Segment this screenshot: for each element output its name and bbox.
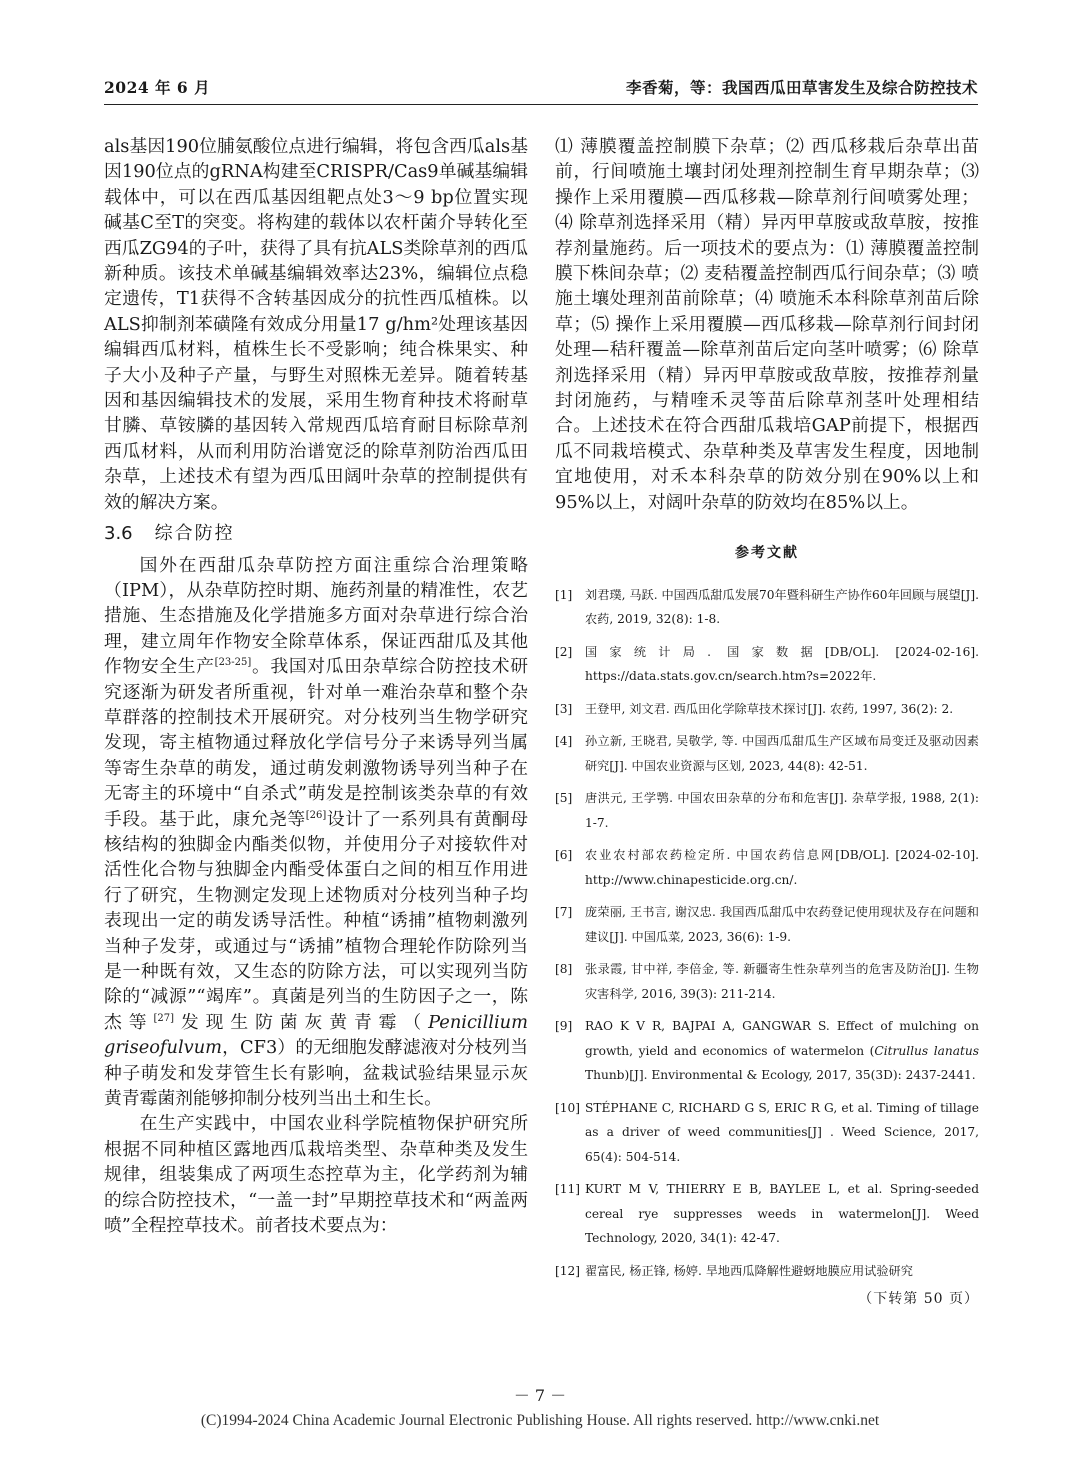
reference-text: 孙立新, 王晓君, 吴敬学, 等. 中国西瓜甜瓜生产区域布局变迁及驱动因素研究[J]. 中国农业资源与区划, 2023, 44(8): 42-51. bbox=[585, 734, 979, 773]
citation: [23-25] bbox=[214, 657, 252, 669]
reference-text: 庞荣丽, 王书言, 谢汉忠. 我国西瓜甜瓜中农药登记使用现状及存在问题和建议[J]. 中国瓜菜, 2023, 36(6): 1-9. bbox=[585, 905, 979, 944]
paragraph-production-practice: 在生产实践中，中国农业科学院植物保护研究所根据不同种植区露地西瓜栽培类型、杂草种类及发生规律，组装集成了两项生态控草为主，化学药剂为辅的综合防控技术，“一盖一封”早期控草技术和“两盖两喷”全程控草技术。前者技术要点为： bbox=[104, 1113, 528, 1237]
reference-item bbox=[555, 697, 979, 722]
left-column bbox=[104, 134, 528, 1238]
latin-name: Citrullus lanatus bbox=[874, 1043, 979, 1058]
text-run: 设计了一系列具有黄酮母核结构的独脚金内酯类似物，并使用分子对接软件对活性化合物与独脚金内酯受体蛋白之间的相互作用进行了研究，生物测定发现上述物质对分枝列当种子均表现出一定的萌发诱导活性。种植“诱捕”植物刺激列当种子发芽，或通过与“诱捕”植物合理轮作防除列当是一种既有效，又生态的防除方法，可以实现列当防除的“减源”“竭库”。真菌是列当的生防因子之一，陈杰等 bbox=[104, 808, 528, 1033]
reference-text bbox=[585, 1014, 979, 1088]
issue-date: 2024 年 6 月 bbox=[104, 78, 211, 97]
reference-number: [5] bbox=[555, 791, 573, 805]
article-running-title: 李香菊，等：我国西瓜田草害发生及综合防控技术 bbox=[625, 78, 978, 97]
latin-name: Penicillium griseofulvum bbox=[104, 1011, 528, 1059]
header-divider bbox=[104, 104, 978, 105]
reference-text: 国家统计局. 国家数据[DB/OL]. [2024-02-16]. https://data.stats.gov.cn/search.htm?s=2022年. bbox=[585, 644, 979, 683]
reference-list bbox=[555, 583, 979, 1284]
text-run: 。我国对瓜田杂草综合防控技术研究逐渐为研发者所重视，针对单一难治杂草和整个杂草群落的控制技术开展研究。对分枝列当生物学研究发现，寄主植物通过释放化学信号分子来诱导列当属等寄生杂草的萌发，通过萌发刺激物诱导列当种子在无寄主的环境中“自杀式”萌发是控制该类杂草的有效手段。基于此，康允尧等 bbox=[104, 656, 528, 830]
section-heading bbox=[104, 521, 528, 546]
citation: [27] bbox=[153, 1012, 174, 1024]
reference-number: [12] bbox=[555, 1263, 581, 1278]
reference-item bbox=[555, 1177, 979, 1251]
reference-item bbox=[555, 1259, 979, 1284]
copyright-notice: (C)1994-2024 China Academic Journal Electronic Publishing House. All rights reserved. http://www.cnki.net bbox=[200, 1412, 880, 1429]
reference-text: KURT M V, THIERRY E B, BAYLEE L, et al. Spring-seeded cereal rye suppresses weeds in watermelon[J]. Weed Technology, 2020, 34(1): 42-47. bbox=[585, 1182, 979, 1245]
reference-item bbox=[555, 1096, 979, 1170]
paragraph-gene-editing: als基因190位脯氨酸位点进行编辑，将包含西瓜als基因190位点的gRNA构建至CRISPR/Cas9单碱基编辑载体中，可以在西瓜基因组靶点处3～9 bp位置实现碱基C至T的突变。将构建的载体以农杆菌介导转化至西瓜ZG94的子叶，获得了具有抗ALS类除草剂的西瓜新种质。该技术单碱基编辑效率达23%，编辑位点稳定遗传，T1获得不含转基因成分的抗性西瓜植株。以ALS抑制剂苯磺隆有效成分用量17 g/hm²处理该基因编辑西瓜材料，植株生长不受影响；纯合株果实、种子大小及种子产量，与野生对照株无差异。随着转基因和基因编辑技术的发展，采用生物育种技术将耐草甘膦、草铵膦的基因转入常规西瓜培育耐目标除草剂西瓜材料，从而利用防治谱宽泛的除草剂防治西瓜田杂草，上述技术有望为西瓜田阔叶杂草的控制提供有效的解决方案。 bbox=[104, 136, 528, 513]
reference-number: [9] bbox=[555, 1019, 573, 1033]
reference-item bbox=[555, 1014, 979, 1088]
text-run: RAO K V R, BAJPAI A, GANGWAR S. Effect of mulching on growth, yield and economics of watermelon ( bbox=[585, 1019, 979, 1058]
paragraph-technique-points: ⑴ 薄膜覆盖控制膜下杂草；⑵ 西瓜移栽后杂草出苗前，行间喷施土壤封闭处理剂控制生育早期杂草；⑶ 操作上采用覆膜—西瓜移栽—除草剂行间喷雾处理；⑷ 除草剂选择采用（精）异丙甲草胺或敌草胺，按推荐剂量施药。后一项技术的要点为：⑴ 薄膜覆盖控制膜下株间杂草；⑵ 麦秸覆盖控制西瓜行间杂草；⑶ 喷施土壤处理剂苗前除草；⑷ 喷施禾本科除草剂苗后除草；⑸ 操作上采用覆膜—西瓜移栽—除草剂行间封闭处理—秸秆覆盖—除草剂苗后定向茎叶喷雾；⑹ 除草剂选择采用（精）异丙甲草胺或敌草胺，按推荐剂量封闭施药，与精喹禾灵等苗后除草剂茎叶处理相结合。上述技术在符合西甜瓜栽培GAP前提下，根据西瓜不同栽培模式、杂草种类及草害发生程度，因地制宜地使用，对禾本科杂草的防效分别在90%以上和95%以上，对阔叶杂草的防效均在85%以上。 bbox=[555, 136, 979, 513]
reference-item bbox=[555, 583, 979, 632]
reference-text: 翟富民, 杨正锋, 杨婷. 旱地西瓜降解性避蚜地膜应用试验研究 bbox=[585, 1263, 913, 1278]
section-number: 3.6 bbox=[104, 523, 133, 545]
reference-number: [4] bbox=[555, 734, 573, 748]
reference-text: 张录霞, 甘中祥, 李倍金, 等. 新疆寄生性杂草列当的危害及防治[J]. 生物灾害科学, 2016, 39(3): 211-214. bbox=[585, 962, 979, 1001]
right-column bbox=[555, 134, 979, 1312]
text-run: ，CF3）的无细胞发酵滤液对分枝列当种子萌发和发芽管生长有影响，盆栽试验结果显示灰黄青霉菌剂能够抑制分枝列当出土和生长。 bbox=[104, 1037, 528, 1110]
reference-number: [10] bbox=[555, 1100, 581, 1115]
reference-number: [6] bbox=[555, 848, 573, 862]
reference-number: [1] bbox=[555, 587, 573, 602]
reference-number: [3] bbox=[555, 701, 573, 716]
reference-item bbox=[555, 786, 979, 835]
reference-number: [11] bbox=[555, 1182, 581, 1196]
reference-text: 农业农村部农药检定所. 中国农药信息网[DB/OL]. [2024-02-10]. http://www.chinapesticide.org.cn/. bbox=[585, 848, 979, 887]
reference-text: 唐洪元, 王学鹗. 中国农田杂草的分布和危害[J]. 杂草学报, 1988, 2(1): 1-7. bbox=[585, 791, 979, 830]
text-run: Thunb)[J]. Environmental & Ecology, 2017, 35(3D): 2437-2441. bbox=[585, 1068, 976, 1082]
text-run: 发现生防菌灰黄青霉（ bbox=[173, 1011, 429, 1033]
page-number: － 7 － bbox=[513, 1386, 567, 1405]
reference-number: [8] bbox=[555, 962, 573, 976]
reference-number: [2] bbox=[555, 644, 573, 659]
citation: [26] bbox=[305, 809, 327, 821]
reference-text: 刘君璞, 马跃. 中国西瓜甜瓜发展70年暨科研生产协作60年回顾与展望[J]. 农药, 2019, 32(8): 1-8. bbox=[585, 587, 979, 626]
reference-item bbox=[555, 957, 979, 1006]
reference-text: 王登甲, 刘文君. 西瓜田化学除草技术探讨[J]. 农药, 1997, 36(2): 2. bbox=[585, 701, 954, 716]
reference-item bbox=[555, 900, 979, 949]
reference-item bbox=[555, 729, 979, 778]
reference-item bbox=[555, 843, 979, 892]
references-title: 参考文献 bbox=[735, 545, 799, 562]
reference-text: STÉPHANE C, RICHARD G S, ERIC R G, et al. Timing of tillage as a driver of weed communities[J] . Weed Science, 2017, 65(4): 504-514. bbox=[585, 1100, 979, 1164]
continued-note: （下转第 50 页） bbox=[858, 1291, 979, 1307]
running-header bbox=[104, 76, 978, 98]
reference-number: [7] bbox=[555, 905, 573, 919]
paragraph-integrated-control bbox=[104, 553, 528, 1112]
section-title: 综合防控 bbox=[154, 523, 235, 545]
text-run: 国外在西甜瓜杂草防控方面注重综合治理策略（IPM），从杂草防控时期、施药剂量的精准性，农艺措施、生态措施及化学措施多方面对杂草进行综合治理，建立周年作物安全除草体系，保证西甜瓜及其他作物安全生产 bbox=[104, 554, 528, 678]
reference-item bbox=[555, 640, 979, 689]
